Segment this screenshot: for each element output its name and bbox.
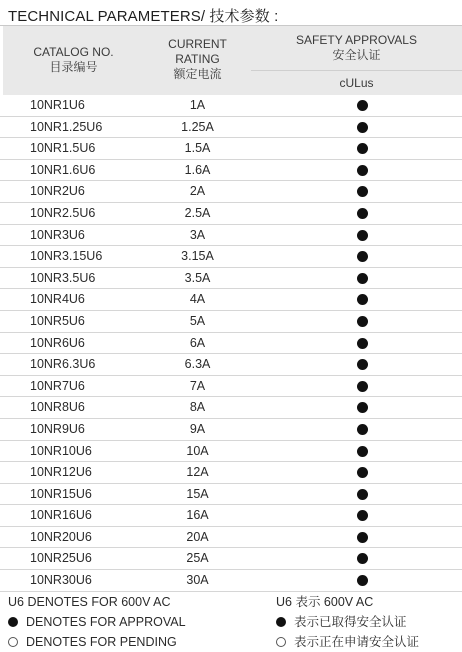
catalog-cell: 10NR3U6	[30, 227, 85, 242]
header-current-zh: 额定电流	[173, 67, 222, 81]
header-current-en2: RATING	[175, 52, 220, 66]
current-cell: 6A	[189, 335, 206, 350]
approval-dot-icon	[357, 122, 368, 133]
approval-dot-icon	[357, 100, 368, 111]
current-cell: 8A	[189, 400, 206, 415]
catalog-cell: 10NR1U6	[30, 98, 85, 112]
table-row	[0, 117, 462, 139]
table-row	[0, 354, 462, 376]
catalog-cell: 10NR6.3U6	[30, 357, 96, 372]
header-safety-zh: 安全认证	[332, 48, 381, 62]
catalog-cell: 10NR1.25U6	[30, 119, 103, 134]
legend-pending-zh	[276, 634, 419, 650]
approval-dot-icon	[357, 294, 368, 305]
table-row	[0, 289, 462, 311]
approval-dot-icon	[357, 424, 368, 435]
approval-dot-icon	[357, 338, 368, 349]
approval-dot-icon	[357, 359, 368, 370]
catalog-cell: 10NR2U6	[30, 184, 85, 199]
current-cell: 16A	[186, 508, 209, 523]
table-row	[0, 419, 462, 441]
legend-approval-en-text: DENOTES FOR APPROVAL	[26, 615, 186, 629]
current-cell: 15A	[186, 486, 209, 501]
catalog-cell: 10NR5U6	[30, 313, 85, 328]
approval-dot-icon	[357, 553, 368, 564]
catalog-cell: 10NR2.5U6	[30, 205, 96, 220]
table-row	[0, 505, 462, 527]
legend-approval-en	[8, 614, 186, 630]
table-row	[0, 441, 462, 463]
table-row	[0, 548, 462, 570]
table-body	[0, 95, 462, 592]
catalog-cell: 10NR12U6	[30, 465, 92, 480]
current-cell: 6.3A	[184, 357, 211, 372]
table-row	[0, 376, 462, 398]
header-catalog-en: CATALOG NO.	[33, 45, 114, 59]
header-catalog-zh: 目录编号	[49, 60, 98, 74]
catalog-cell: 10NR3.15U6	[30, 249, 103, 264]
legend-u6-zh: U6 表示 600V AC	[276, 595, 374, 609]
current-cell: 2.5A	[184, 205, 211, 220]
legend-pending-en-text: DENOTES FOR PENDING	[26, 635, 177, 649]
table-row	[0, 246, 462, 268]
current-cell: 1A	[189, 98, 206, 112]
catalog-cell: 10NR30U6	[30, 573, 92, 588]
approval-dot-icon	[357, 251, 368, 262]
table-row	[0, 138, 462, 160]
header-current	[144, 37, 251, 82]
current-cell: 12A	[186, 465, 209, 480]
catalog-cell: 10NR9U6	[30, 421, 85, 436]
approval-dot-icon	[357, 489, 368, 500]
table-row	[0, 397, 462, 419]
table-row	[0, 203, 462, 225]
approval-dot-icon	[357, 143, 368, 154]
header-cert: cULus	[251, 70, 462, 96]
catalog-cell: 10NR1.6U6	[30, 162, 96, 177]
table-row	[0, 95, 462, 117]
approval-dot-icon	[357, 467, 368, 478]
approval-dot-icon	[357, 446, 368, 457]
table-row	[0, 333, 462, 355]
approval-dot-icon	[357, 273, 368, 284]
catalog-cell: 10NR10U6	[30, 443, 92, 458]
table-row	[0, 181, 462, 203]
current-cell: 3.15A	[181, 249, 214, 264]
catalog-cell: 10NR15U6	[30, 486, 92, 501]
catalog-cell: 10NR8U6	[30, 400, 85, 415]
current-cell: 20A	[186, 529, 209, 544]
filled-dot-icon	[276, 617, 286, 627]
approval-dot-icon	[357, 208, 368, 219]
current-cell: 1.6A	[184, 162, 211, 177]
table-row	[0, 570, 462, 592]
catalog-cell: 10NR25U6	[30, 551, 92, 566]
catalog-cell: 10NR16U6	[30, 508, 92, 523]
table-row	[0, 225, 462, 247]
current-cell: 2A	[189, 184, 206, 199]
current-cell: 3A	[189, 227, 206, 242]
current-cell: 7A	[189, 378, 206, 393]
catalog-cell: 10NR4U6	[30, 292, 85, 307]
legend-u6-en: U6 DENOTES FOR 600V AC	[8, 595, 171, 609]
page-title: TECHNICAL PARAMETERS/ 技术参数 :	[8, 8, 279, 25]
catalog-cell: 10NR3.5U6	[30, 270, 96, 285]
catalog-cell: 10NR6U6	[30, 335, 85, 350]
approval-dot-icon	[357, 165, 368, 176]
header-safety	[251, 33, 462, 63]
current-cell: 9A	[189, 421, 206, 436]
table-row	[0, 160, 462, 182]
current-cell: 4A	[189, 292, 206, 307]
catalog-cell: 10NR20U6	[30, 529, 92, 544]
table-row	[0, 268, 462, 290]
approval-dot-icon	[357, 186, 368, 197]
legend-pending-en	[8, 634, 177, 650]
approval-dot-icon	[357, 402, 368, 413]
legend-approval-zh	[276, 614, 407, 630]
open-dot-icon	[276, 637, 286, 647]
current-cell: 10A	[186, 443, 209, 458]
approval-dot-icon	[357, 575, 368, 586]
approval-dot-icon	[357, 510, 368, 521]
approval-dot-icon	[357, 532, 368, 543]
header-current-en1: CURRENT	[168, 37, 227, 51]
current-cell: 30A	[186, 573, 209, 588]
approval-dot-icon	[357, 316, 368, 327]
legend-approval-zh-text: 表示已取得安全认证	[294, 615, 407, 629]
table-row	[0, 527, 462, 549]
approval-dot-icon	[357, 230, 368, 241]
legend-pending-zh-text: 表示正在申请安全认证	[294, 635, 420, 649]
current-cell: 1.5A	[184, 141, 211, 156]
current-cell: 3.5A	[184, 270, 211, 285]
catalog-cell: 10NR1.5U6	[30, 141, 96, 156]
current-cell: 1.25A	[181, 119, 214, 134]
header-safety-en: SAFETY APPROVALS	[296, 33, 417, 47]
approval-dot-icon	[357, 381, 368, 392]
open-dot-icon	[8, 637, 18, 647]
current-cell: 5A	[189, 313, 206, 328]
table-row	[0, 462, 462, 484]
current-cell: 25A	[186, 551, 209, 566]
catalog-cell: 10NR7U6	[30, 378, 85, 393]
table-row	[0, 484, 462, 506]
filled-dot-icon	[8, 617, 18, 627]
table-row	[0, 311, 462, 333]
header-catalog	[3, 45, 144, 75]
